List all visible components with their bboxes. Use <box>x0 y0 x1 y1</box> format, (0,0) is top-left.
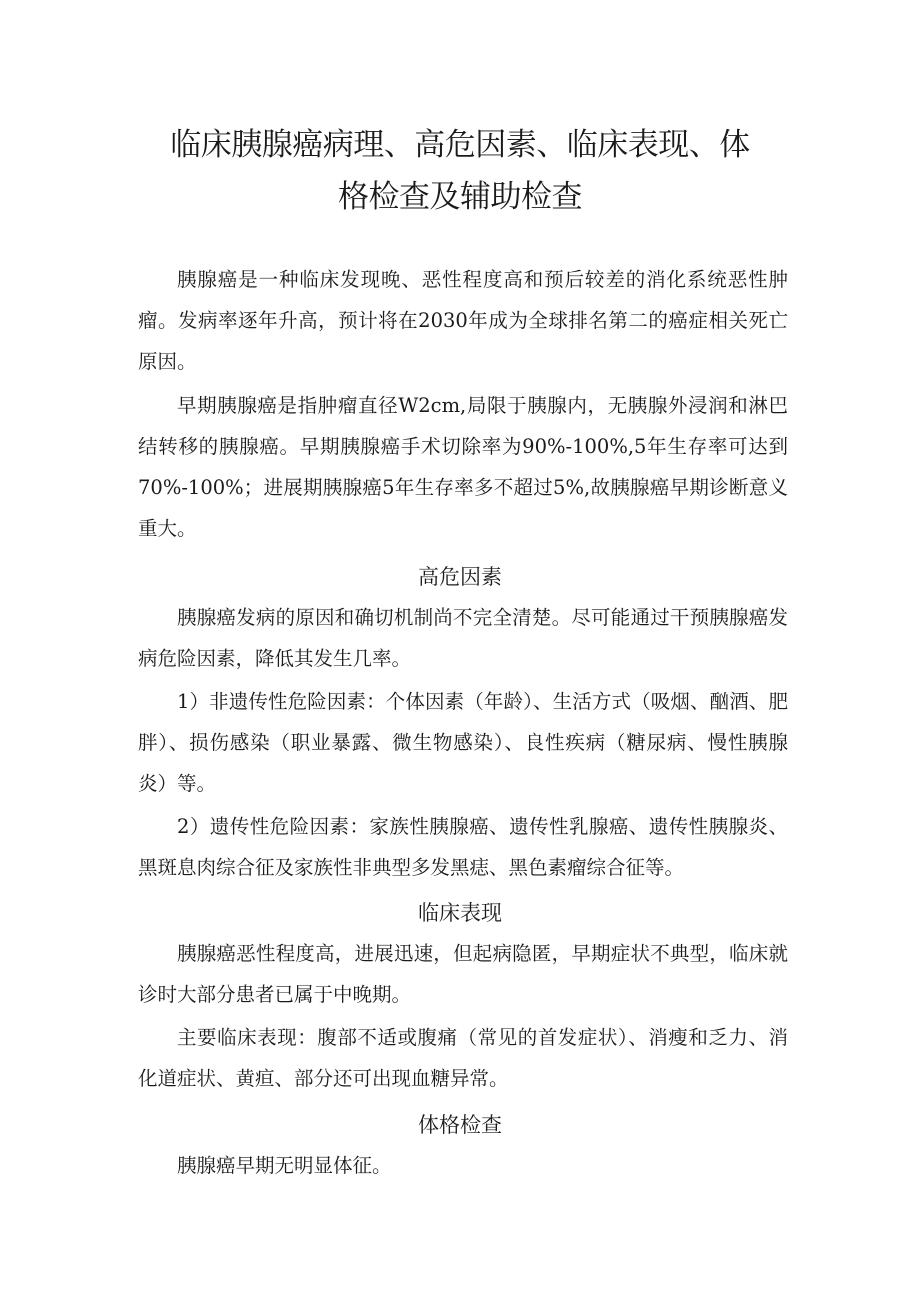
risk-factors-paragraph-2: 1）非遗传性危险因素：个体因素（年龄）、生活方式（吸烟、酗酒、肥胖）、损伤感染（职业暴露、微生物感染）、良性疾病（糖尿病、慢性胰腺炎）等。 <box>138 690 788 795</box>
document-title-line-2: 格检查及辅助检查 <box>338 179 582 215</box>
document-title-line-1: 临床胰腺癌病理、高危因素、临床表现、体 <box>170 127 750 163</box>
section-heading-risk-factors: 高危因素 <box>418 565 502 589</box>
risk-factors-paragraph-1: 胰腺癌发病的原因和确切机制尚不完全清楚。尽可能通过干预胰腺癌发病危险因素，降低其发生几率。 <box>138 606 788 670</box>
section-heading-physical-exam: 体格检查 <box>418 1113 502 1137</box>
physical-exam-paragraph-1: 胰腺癌早期无明显体征。 <box>177 1154 392 1177</box>
clinical-paragraph-1: 胰腺癌恶性程度高，进展迅速，但起病隐匿，早期症状不典型，临床就诊时大部分患者已属于中晚期。 <box>138 942 788 1006</box>
intro-paragraph-2: 早期胰腺癌是指肿瘤直径W2cm,局限于胰腺内，无胰腺外浸润和淋巴结转移的胰腺癌。早期胰腺癌手术切除率为90%-100%,5年生存率可达到70%-100%；进展期胰腺癌5年生存率多不超过5%,故胰腺癌早期诊断意义重大。 <box>138 394 788 540</box>
clinical-paragraph-2: 主要临床表现：腹部不适或腹痛（常见的首发症状）、消瘦和乏力、消化道症状、黄疸、部分还可出现血糖异常。 <box>138 1026 788 1090</box>
risk-factors-paragraph-3: 2）遗传性危险因素：家族性胰腺癌、遗传性乳腺癌、遗传性胰腺炎、黑斑息肉综合征及家族性非典型多发黑痣、黑色素瘤综合征等。 <box>138 815 788 879</box>
intro-paragraph-1: 胰腺癌是一种临床发现晚、恶性程度高和预后较差的消化系统恶性肿瘤。发病率逐年升高，预计将在2030年成为全球排名第二的癌症相关死亡原因。 <box>138 268 788 373</box>
section-heading-clinical-manifestations: 临床表现 <box>418 901 502 925</box>
